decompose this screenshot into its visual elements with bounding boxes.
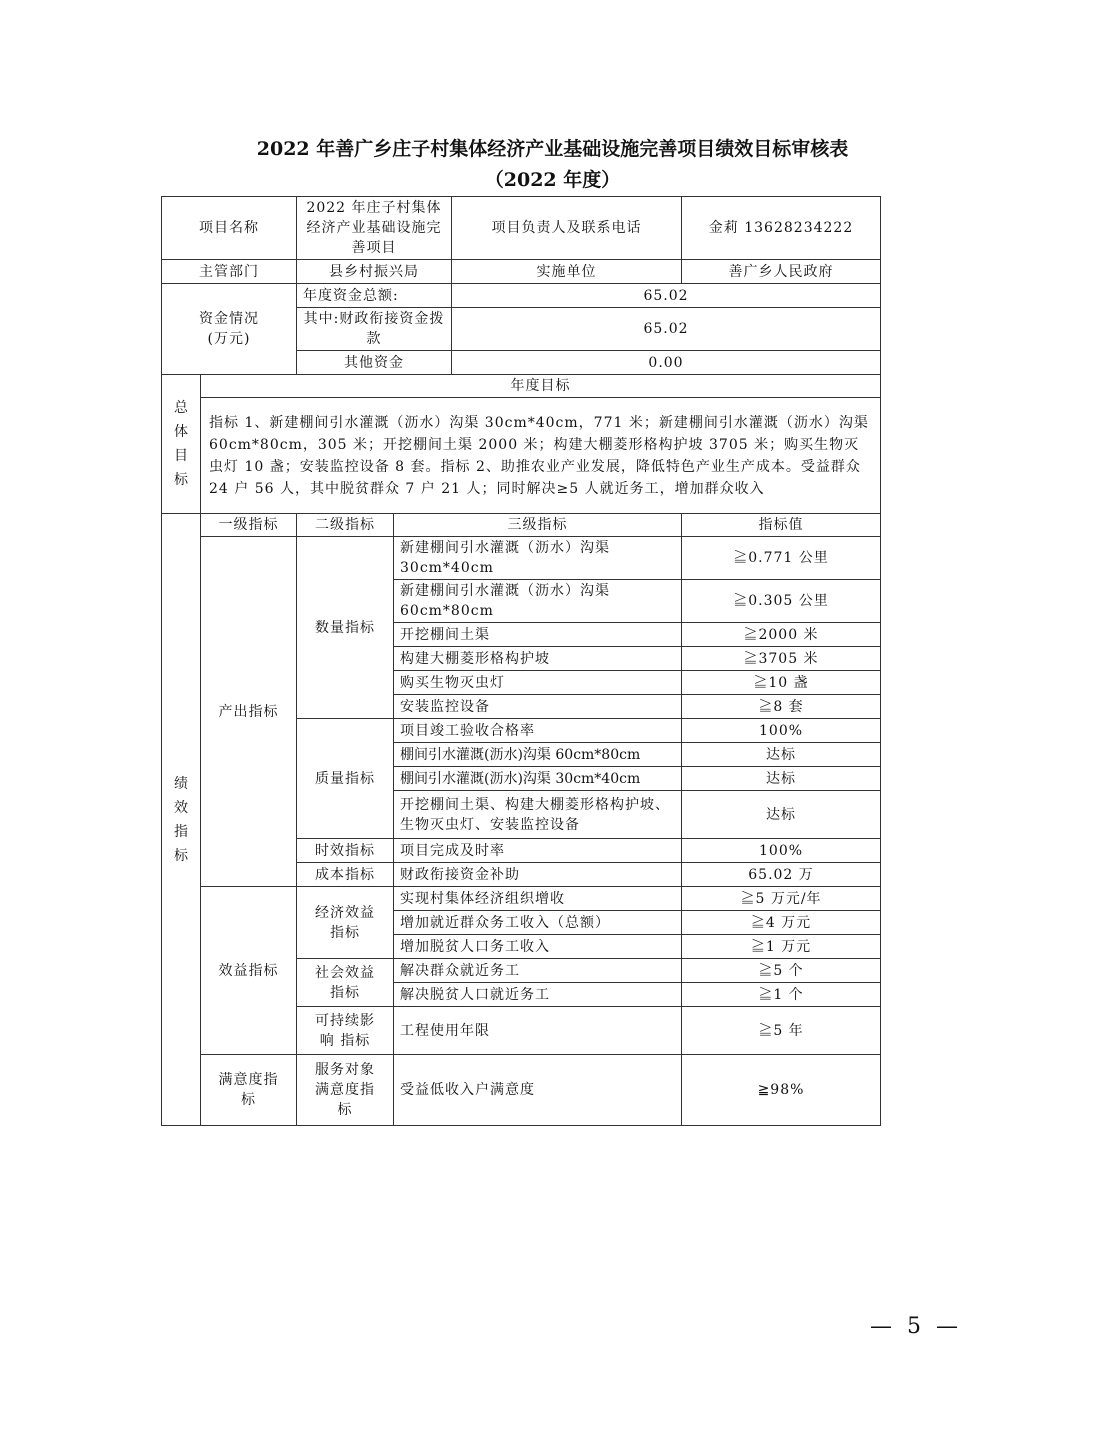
funds-other-label: 其他资金 <box>297 351 452 375</box>
indicator-item: 构建大棚菱形格构护坡 <box>394 647 682 671</box>
indicator-value: 达标 <box>682 791 881 839</box>
funds-total-label: 年度资金总额: <box>297 284 452 308</box>
social-label: 社会效益指标 <box>297 959 394 1007</box>
header-value: 指标值 <box>682 514 881 537</box>
funds-fiscal-label: 其中:财政衔接资金拨款 <box>297 308 452 351</box>
funds-fiscal-value: 65.02 <box>452 308 881 351</box>
perf-label: 绩效指标 <box>162 514 201 1126</box>
economic-label: 经济效益指标 <box>297 887 394 959</box>
output-label: 产出指标 <box>201 537 297 887</box>
indicator-item: 开挖棚间土渠 <box>394 623 682 647</box>
indicator-value: ≧1 万元 <box>682 935 881 959</box>
indicator-value: ≧8 套 <box>682 695 881 719</box>
cost-label: 成本指标 <box>297 863 394 887</box>
indicator-item: 开挖棚间土渠、构建大棚菱形格构护坡、生物灭虫灯、安装监控设备 <box>394 791 682 839</box>
leader-label: 项目负责人及联系电话 <box>452 197 682 260</box>
indicator-item: 受益低收入户满意度 <box>394 1055 682 1126</box>
impl-label: 实施单位 <box>452 260 682 284</box>
indicator-value: ≧5 万元/年 <box>682 887 881 911</box>
indicator-item: 解决脱贫人口就近务工 <box>394 983 682 1007</box>
performance-table <box>161 196 881 1126</box>
overall-label: 总体目标 <box>162 375 201 514</box>
project-name-label: 项目名称 <box>162 197 297 260</box>
indicator-item: 棚间引水灌溉(沥水)沟渠 30cm*40cm <box>394 767 682 791</box>
indicator-value: ≧0.305 公里 <box>682 580 881 623</box>
indicator-item: 棚间引水灌溉(沥水)沟渠 60cm*80cm <box>394 743 682 767</box>
annual-goal-header: 年度目标 <box>201 375 881 398</box>
indicator-item: 新建棚间引水灌溉（沥水）沟渠 60cm*80cm <box>394 580 682 623</box>
indicator-value: ≧3705 米 <box>682 647 881 671</box>
indicator-item: 安装监控设备 <box>394 695 682 719</box>
indicator-item: 增加就近群众务工收入（总额） <box>394 911 682 935</box>
annual-goal-text: 指标 1、新建棚间引水灌溉（沥水）沟渠 30cm*40cm，771 米；新建棚间引水灌溉（沥水）沟渠 60cm*80cm，305 米；开挖棚间土渠 2000 米；构建大棚菱形格构护坡 3705 米；购买生物灭虫灯 10 盏；安装监控设备 8 套。指标 2、助推农业产业发展，降低特色产业生产成本。受益群众 24 户 56 人，其中脱贫群众 7 户 21 人；同时解决≥5 人就近务工，增加群众收入 <box>201 398 881 514</box>
indicator-value: ≧5 年 <box>682 1007 881 1055</box>
indicator-value: ≧10 盏 <box>682 671 881 695</box>
indicator-item: 财政衔接资金补助 <box>394 863 682 887</box>
funds-label: 资金情况(万元) <box>162 284 297 375</box>
leader-value: 金莉 13628234222 <box>682 197 881 260</box>
indicator-item: 项目完成及时率 <box>394 839 682 863</box>
dept-value: 县乡村振兴局 <box>297 260 452 284</box>
indicator-value: ≧4 万元 <box>682 911 881 935</box>
indicator-value: ≧98% <box>682 1055 881 1126</box>
indicator-value: 100% <box>682 839 881 863</box>
satisfaction-label: 满意度指标 <box>201 1055 297 1126</box>
indicator-item: 增加脱贫人口务工收入 <box>394 935 682 959</box>
indicator-item: 实现村集体经济组织增收 <box>394 887 682 911</box>
indicator-value: ≧5 个 <box>682 959 881 983</box>
funds-total-value: 65.02 <box>452 284 881 308</box>
indicator-item: 解决群众就近务工 <box>394 959 682 983</box>
indicator-value: 65.02 万 <box>682 863 881 887</box>
quality-label: 质量指标 <box>297 719 394 839</box>
indicator-value: ≧2000 米 <box>682 623 881 647</box>
sustain-label: 可持续影响 指标 <box>297 1007 394 1055</box>
indicator-value: 100% <box>682 719 881 743</box>
indicator-value: 达标 <box>682 767 881 791</box>
impl-value: 善广乡人民政府 <box>682 260 881 284</box>
indicator-value: ≧0.771 公里 <box>682 537 881 580</box>
indicator-value: 达标 <box>682 743 881 767</box>
service-label: 服务对象满意度指标 <box>297 1055 394 1126</box>
time-label: 时效指标 <box>297 839 394 863</box>
document-subtitle: （2022 年度） <box>484 169 621 191</box>
benefit-label: 效益指标 <box>201 887 297 1055</box>
indicator-item: 项目竣工验收合格率 <box>394 719 682 743</box>
indicator-item: 工程使用年限 <box>394 1007 682 1055</box>
document-title: 2022 年善广乡庄子村集体经济产业基础设施完善项目绩效目标审核表 <box>256 138 849 160</box>
project-name-value: 2022 年庄子村集体经济产业基础设施完善项目 <box>297 197 452 260</box>
header-level2: 二级指标 <box>297 514 394 537</box>
dept-label: 主管部门 <box>162 260 297 284</box>
funds-other-value: 0.00 <box>452 351 881 375</box>
indicator-value: ≧1 个 <box>682 983 881 1007</box>
indicator-item: 新建棚间引水灌溉（沥水）沟渠 30cm*40cm <box>394 537 682 580</box>
header-level1: 一级指标 <box>201 514 297 537</box>
header-level3: 三级指标 <box>394 514 682 537</box>
page-number: — 5 — <box>870 1314 962 1339</box>
indicator-item: 购买生物灭虫灯 <box>394 671 682 695</box>
quantity-label: 数量指标 <box>297 537 394 719</box>
